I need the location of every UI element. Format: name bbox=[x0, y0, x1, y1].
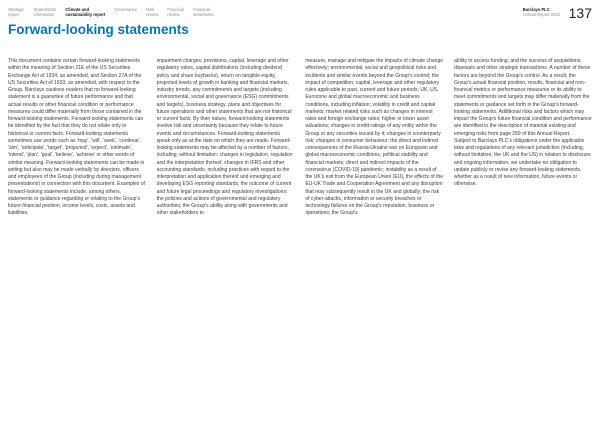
paragraph: measure, manage and mitigate the impacts of climate change effectively; environmental, social and geopolitical risks and incidents and similar events beyond the Group's control; the impact of competition; capital, leverage and other regulatory rules applicable to past, current and future periods; UK, US, Eurozone and global macroeconomic and business conditions, including inflation; volatility in credit and capital markets; market related risks such as changes in interest rates and foreign exchange rates; higher or lower asset valuations; changes in credit ratings of any entity within the Group or any securities issued by it; changes in counterparty risk; changes in consumer behaviour; the direct and indirect consequences of the Russia-Ukraine war on European and global macroeconomic conditions, political stability and financial markets; direct and indirect impacts of the coronavirus (COVID-19) pandemic; instability as a result of the UK's exit from the European Union (EU), the effects of the EU-UK Trade and Cooperation Agreement and any disruption that may subsequently result in the UK and globally; the risk of cyber-attacks, information or security breaches or technology failures on the Group's reputation, business or operations; the Group's bbox=[305, 58, 444, 217]
column-1 bbox=[8, 58, 146, 218]
company-name: Barclays PLC bbox=[522, 7, 550, 12]
top-navigation bbox=[8, 7, 223, 17]
page-title: Forward-looking statements bbox=[8, 22, 189, 37]
nav-financial-statements[interactable]: Financial statements bbox=[193, 7, 214, 17]
paragraph: This document contains certain forward-looking statements within the meaning of Section 21E of the US Securities Exchange Act of 1934, as amended, and Section 27A of the US Securities Act of 1933, as amended, with respect to the Group. Barclays cautions readers that no forward-looking statement is a guarantee of future performance and that actual results or other financial condition or performance measures could differ materially from those contained in the forward-looking statements. Forward-looking statements can be identified by the fact that they do not relate only to historical or current facts. Forward-looking statements sometimes use words such as 'may', 'will', 'seek', 'continue', 'aim', 'anticipate', 'target', 'projected', 'expect', 'estimate', 'intend', 'plan', 'goal', 'believe', 'achieve' or other words of similar meaning. Forward-looking statements can be made in writing but also may be made verbally by directors, officers and employees of the Group (including during management presentations) in connection with this document. Examples of forward-looking statements include, among others, statements or guidance regarding or relating to the Group's future financial position, income levels, costs, assets and liabilities, bbox=[8, 58, 145, 217]
paragraph: ability to access funding; and the success of acquisitions, disposals and other strategic transactions. A number of these factors are beyond the Group's control. As a result, the Group's actual financial position, results, financial and non-financial metrics or performance measures or its ability to meet commitments and targets may differ materially from the statements or guidance set forth in the Group's forward-looking statements. Additional risks and factors which may impact the Group's future financial condition and performance are identified in the description of material existing and emerging risks from page 269 of this Annual Report. bbox=[453, 58, 592, 137]
report-name: Annual Report 2023 bbox=[522, 12, 560, 17]
column-3 bbox=[305, 58, 443, 218]
paragraph: Subject to Barclays PLC's obligations under the applicable laws and regulations of any relevant jurisdiction (including, without limitation, the UK and the US) in relation to disclosure and ongoing information, we undertake no obligation to update publicly or revise any forward-looking statements, whether as a result of new information, future events or otherwise. bbox=[453, 137, 591, 188]
column-2 bbox=[157, 58, 295, 218]
page-number: 137 bbox=[568, 5, 592, 21]
nav-risk-review[interactable]: Risk review bbox=[146, 7, 159, 17]
body-columns bbox=[8, 58, 592, 218]
paragraph: impairment charges, provisions, capital, leverage and other regulatory ratios, capital distributions (including dividend policy and share buybacks), return on tangible equity, projected levels of growth in banking and financial markets, industry trends, any commitments and targets (including environmental, social and governance (ESG) commitments and targets), business strategy, plans and objectives for future operations and other statements that are not historical or current facts. By their nature, forward-looking statements involve risk and uncertainty because they relate to future events and circumstances. Forward-looking statements speak only as at the date on which they are made. Forward-looking statements may be affected by a number of factors, including, without limitation: changes in legislation, regulation and the interpretation thereof, changes in IFRS and other accounting standards, including practices with regard to the interpretation and application thereof and emerging and developing ESG reporting standards; the outcome of current and future legal proceedings and regulatory investigations; the policies and actions of governmental and regulatory authorities; the Group's ability along with governments and other stakeholders to bbox=[156, 58, 293, 217]
nav-shareholder-information[interactable]: Shareholder information bbox=[33, 7, 57, 17]
nav-climate-sustainability-report[interactable]: Climate and sustainability report bbox=[65, 7, 106, 17]
nav-governance[interactable]: Governance bbox=[114, 7, 138, 12]
nav-strategic-report[interactable]: Strategic report bbox=[8, 7, 25, 17]
brand-block bbox=[523, 7, 560, 17]
nav-financial-review[interactable]: Financial review bbox=[167, 7, 185, 17]
column-4 bbox=[454, 58, 592, 218]
